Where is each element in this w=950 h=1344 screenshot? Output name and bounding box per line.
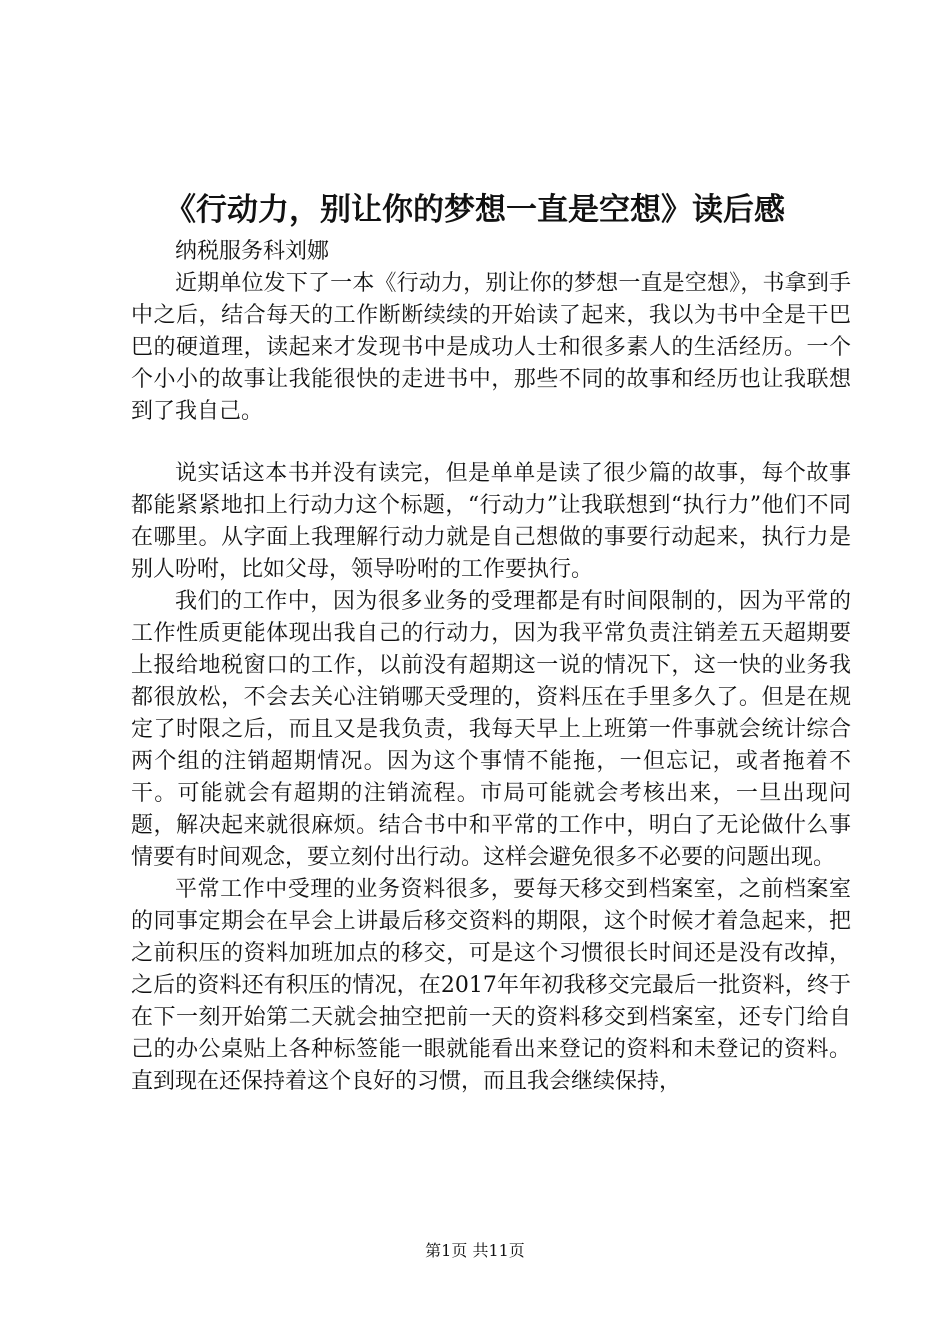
document-body — [131, 236, 851, 1098]
paragraph-1: 近期单位发下了一本《行动力，别让你的梦想一直是空想》，书拿到手中之后，结合每天的工作断断续续的开始读了起来，我以为书中全是干巴巴的硬道理，读起来才发现书中是成功人士和很多素人的生活经历。一个个小小的故事让我能很快的走进书中，那些不同的故事和经历也让我联想到了我自己。 — [131, 271, 851, 424]
page-footer: 第1页 共11页 — [425, 1241, 525, 1260]
author-line: 纳税服务科刘娜 — [175, 239, 330, 264]
document-title: 《行动力，别让你的梦想一直是空想》读后感 — [165, 192, 785, 228]
paragraph-2: 说实话这本书并没有读完，但是单单是读了很少篇的故事，每个故事都能紧紧地扣上行动力这个标题，“行动力”让我联想到“执行力”他们不同在哪里。从字面上我理解行动力就是自己想做的事要行动起来，执行力是别人吩咐，比如父母，领导吩咐的工作要执行。 — [131, 461, 851, 582]
paragraph-4: 平常工作中受理的业务资料很多，要每天移交到档案室，之前档案室的同事定期会在早会上讲最后移交资料的期限，这个时候才着急起来，把之前积压的资料加班加点的移交，可是这个习惯很长时间还是没有改掉，之后的资料还有积压的情况，在2017年年初我移交完最后一批资料，终于在下一刻开始第二天就会抽空把前一天的资料移交到档案室，还专门给自己的办公桌贴上各种标签能一眼就能看出来登记的资料和未登记的资料。直到现在还保持着这个良好的习惯，而且我会继续保持， — [131, 877, 851, 1094]
paragraph-3: 我们的工作中，因为很多业务的受理都是有时间限制的，因为平常的工作性质更能体现出我自己的行动力，因为我平常负责注销差五天超期要上报给地税窗口的工作，以前没有超期这一说的情况下，这一快的业务我都很放松，不会去关心注销哪天受理的，资料压在手里多久了。但是在规定了时限之后，而且又是我负责，我每天早上上班第一件事就会统计综合两个组的注销超期情况。因为这个事情不能拖，一但忘记，或者拖着不干。可能就会有超期的注销流程。市局可能就会考核出来，一旦出现问题，解决起来就很麻烦。结合书中和平常的工作中，明白了无论做什么事情要有时间观念，要立刻付出行动。这样会避免很多不必要的问题出现。 — [131, 589, 851, 870]
